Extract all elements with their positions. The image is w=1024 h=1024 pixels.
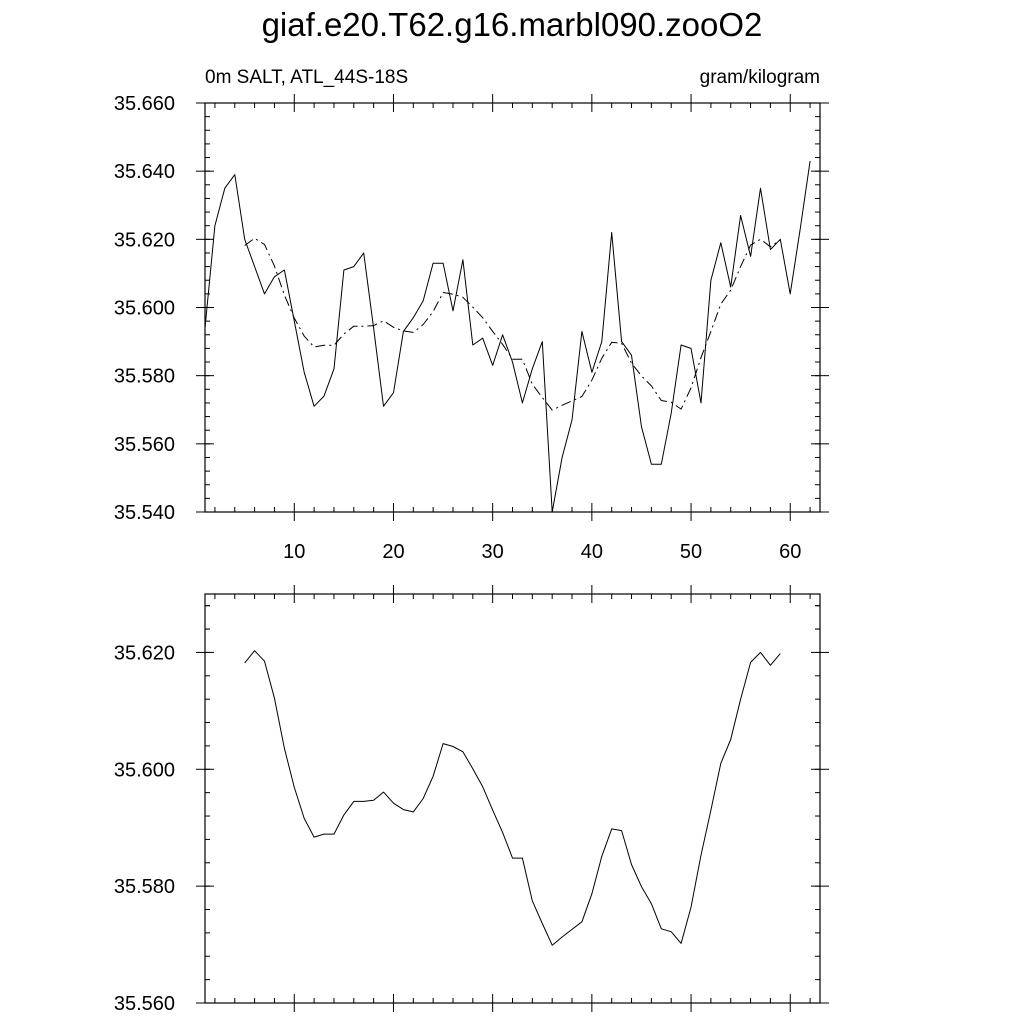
top-right-subtitle: gram/kilogram: [699, 67, 820, 88]
top-y-tick-label: 35.540: [113, 502, 175, 524]
bottom-y-tick-label: 35.600: [113, 759, 175, 782]
bottom-y-tick-label: 35.560: [113, 993, 175, 1015]
top-y-tick-label: 35.640: [113, 161, 175, 184]
top-panel: [114, 67, 829, 563]
top-y-tick-label: 35.560: [113, 433, 175, 456]
top-y-tick-label: 35.620: [113, 229, 175, 252]
top-x-tick-label: 60: [779, 541, 802, 563]
top-y-tick-label: 35.660: [113, 93, 175, 115]
top-y-tick-label: 35.600: [113, 297, 175, 320]
bottom-panel: [114, 585, 829, 1015]
top-y-tick-label: 35.580: [113, 365, 175, 388]
top-plot-frame: [205, 103, 820, 512]
chart-title: giaf.e20.T62.g16.marbl090.zooO2: [261, 6, 763, 43]
top-x-tick-label: 20: [382, 541, 405, 563]
bottom-series-line-solid: [245, 651, 781, 946]
bottom-plot-frame: [205, 594, 820, 1003]
top-x-tick-label: 30: [481, 541, 504, 563]
bottom-y-tick-label: 35.620: [113, 642, 175, 665]
top-x-tick-label: 50: [679, 541, 703, 563]
top-x-tick-label: 40: [580, 541, 603, 563]
top-x-tick-label: 10: [283, 541, 306, 563]
top-series-line-dashdot: [245, 238, 781, 410]
bottom-y-tick-label: 35.580: [113, 876, 175, 899]
top-series-line-solid: [205, 161, 810, 512]
top-left-subtitle: 0m SALT, ATL_44S-18S: [205, 67, 409, 88]
